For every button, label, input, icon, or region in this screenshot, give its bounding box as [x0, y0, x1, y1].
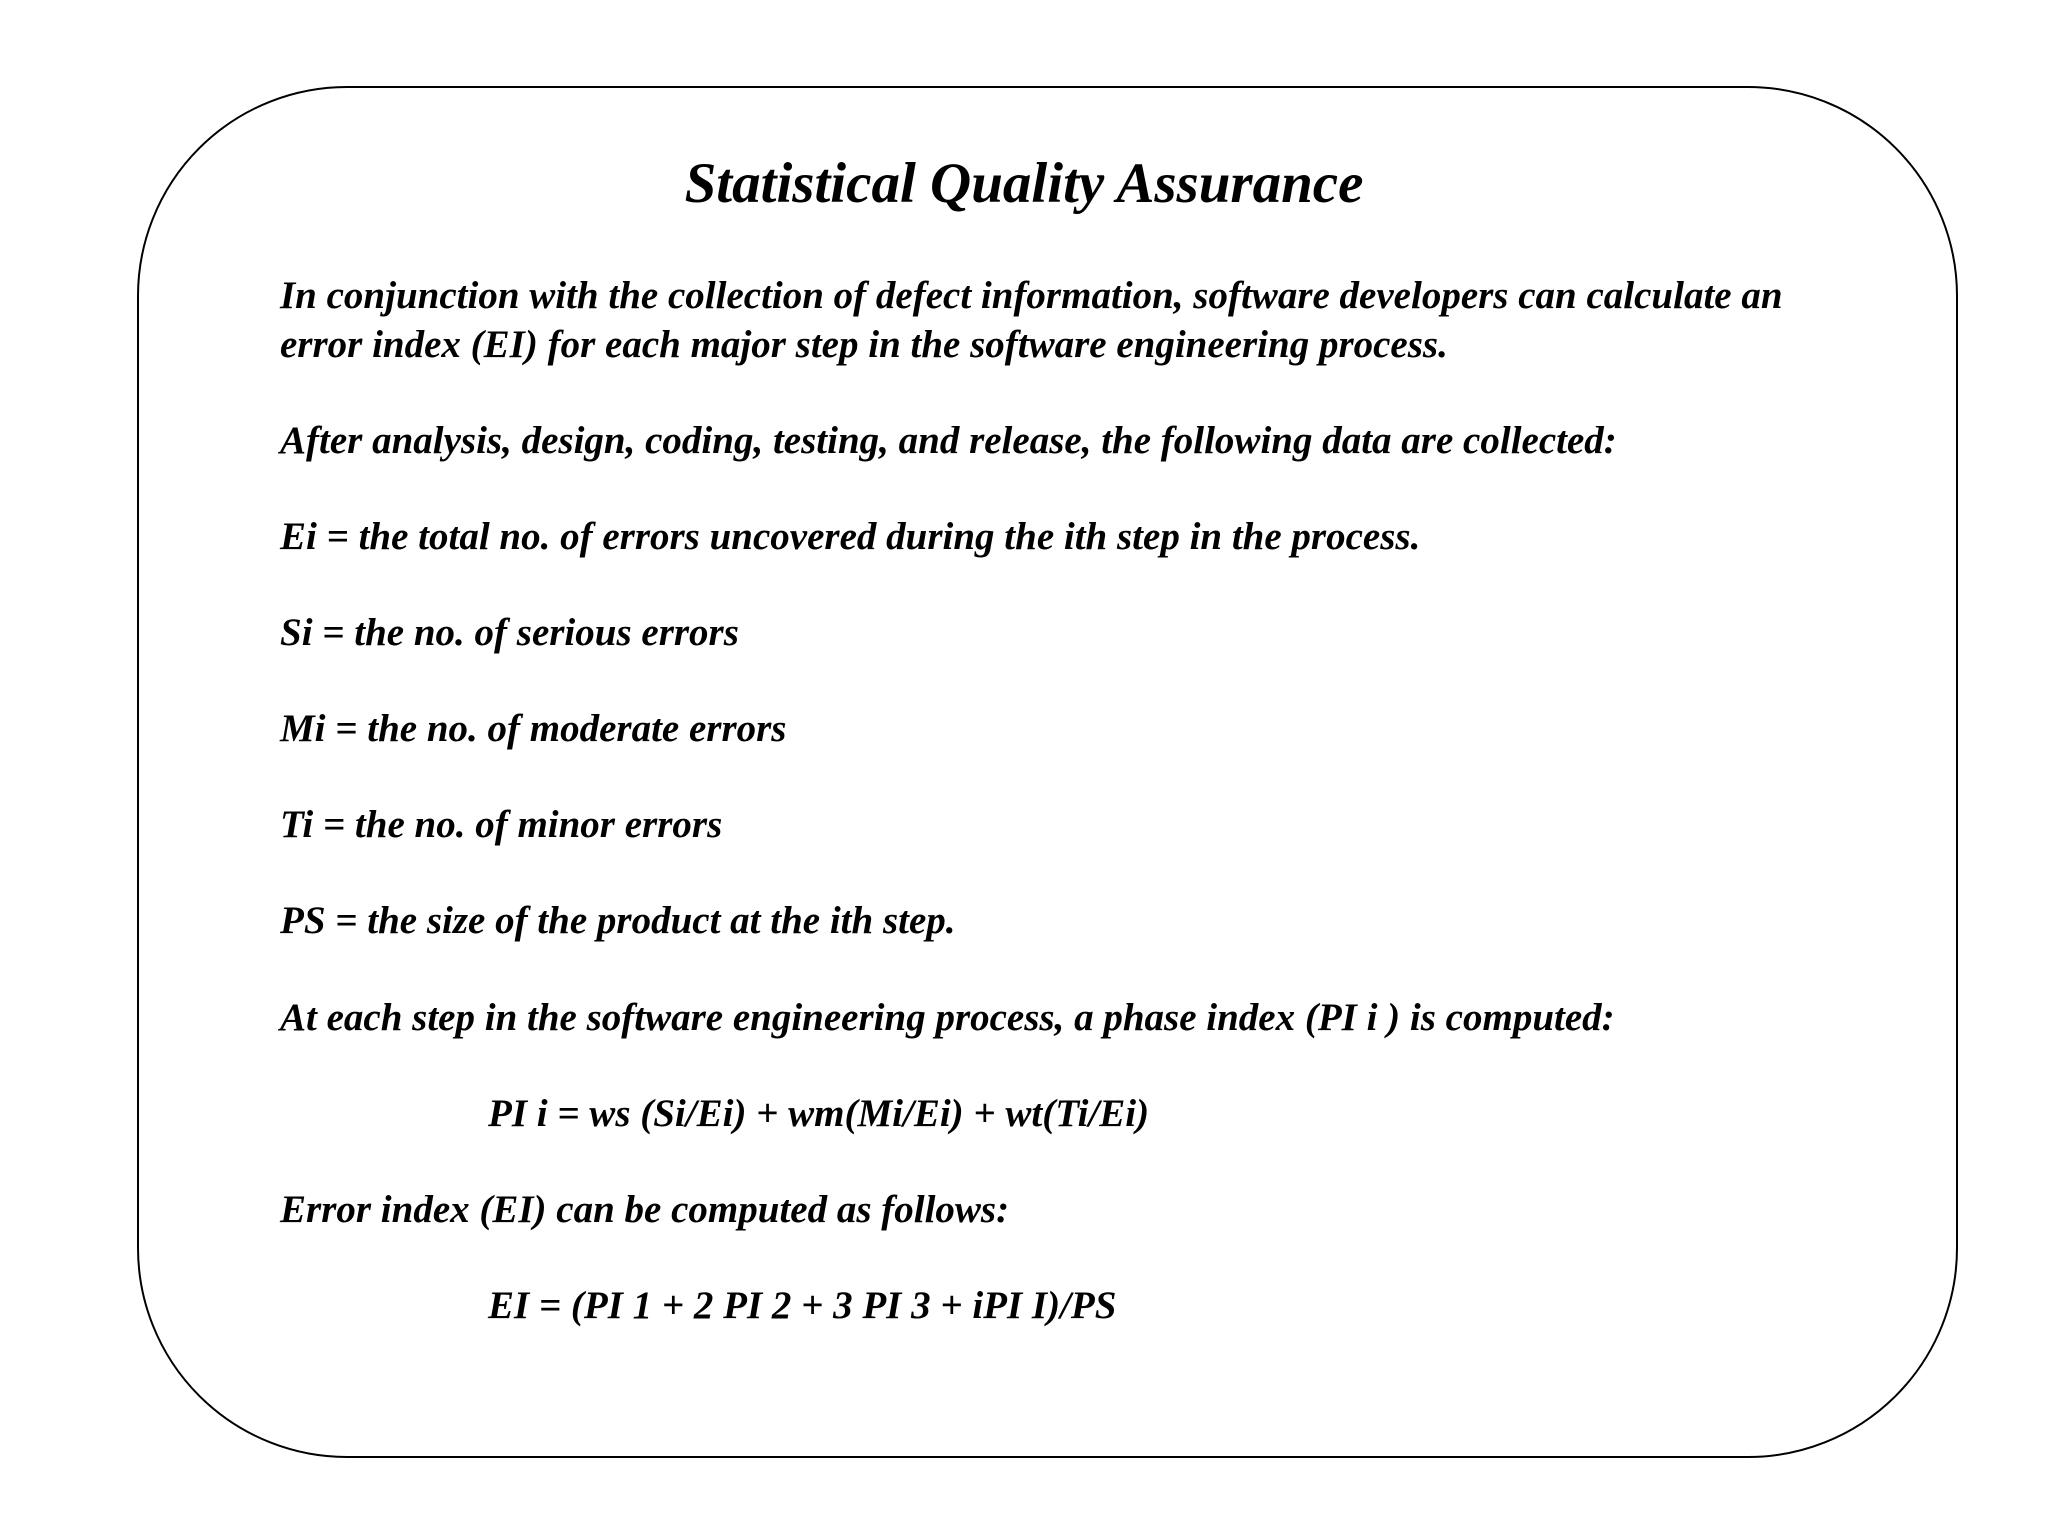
- error-index-formula: EI = (PI 1 + 2 PI 2 + 3 PI 3 + iPI I)/PS: [488, 1284, 1117, 1327]
- definition-ps: PS = the size of the product at the ith step.: [280, 899, 956, 942]
- slide-title: Statistical Quality Assurance: [684, 152, 1364, 215]
- data-collected-text: After analysis, design, coding, testing, and release, the following data are collected:: [280, 419, 1617, 462]
- definition-si: Si = the no. of serious errors: [280, 611, 739, 654]
- definition-mi: Mi = the no. of moderate errors: [280, 707, 787, 750]
- definition-ei: Ei = the total no. of errors uncovered during the ith step in the process.: [280, 515, 1421, 558]
- intro-line-1: In conjunction with the collection of defect information, software developers can calculate an: [280, 274, 1783, 317]
- definition-ti: Ti = the no. of minor errors: [280, 803, 723, 846]
- error-index-intro: Error index (EI) can be computed as follows:: [280, 1188, 1010, 1231]
- intro-line-2: error index (EI) for each major step in the software engineering process.: [280, 323, 1448, 366]
- phase-index-formula: PI i = ws (Si/Ei) + wm(Mi/Ei) + wt(Ti/Ei): [488, 1092, 1150, 1135]
- phase-index-intro: At each step in the software engineering process, a phase index (PI i ) is computed:: [280, 996, 1615, 1039]
